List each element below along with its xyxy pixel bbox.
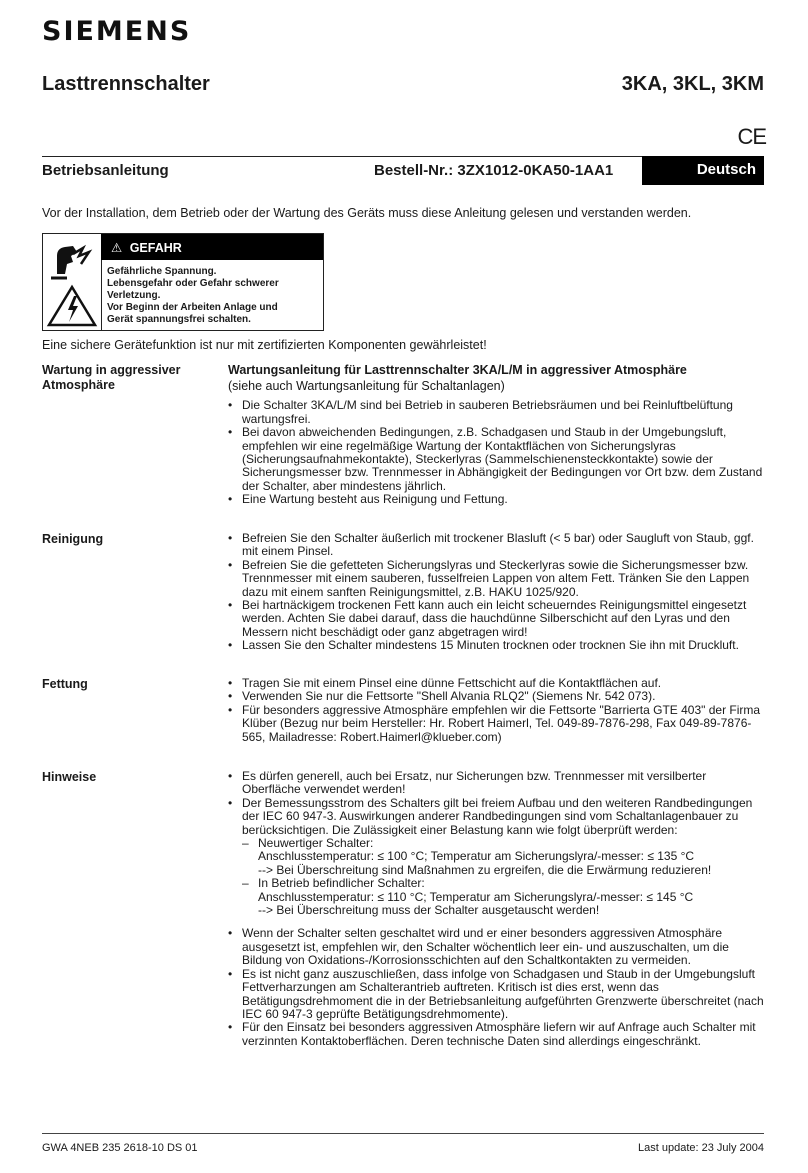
sub-list-item xyxy=(242,877,764,917)
list-item xyxy=(228,797,764,918)
list-item: • Befreien Sie den Schalter äußerlich mit trockener Blasluft (< 5 bar) oder Saugluft von Staub, ggf. mit einem Pinsel. xyxy=(228,532,764,559)
section-content xyxy=(228,677,764,744)
section-label: Fettung xyxy=(42,677,88,691)
model-numbers: 3KA, 3KL, 3KM xyxy=(621,73,764,95)
safety-note: Eine sichere Gerätefunktion ist nur mit zertifizierten Komponenten gewährleistet! xyxy=(42,338,487,352)
danger-box xyxy=(42,233,324,331)
list-item: • Für den Einsatz bei besonders aggressiven Atmosphäre liefern wir auf Anfrage auch Schalter mit verzinnten Kontaktoberflächen. Deren technische Daten sind allerdings eingeschränkt. xyxy=(228,1021,764,1048)
bullet-list xyxy=(228,770,764,917)
danger-heading xyxy=(101,234,323,260)
list-item: • Es ist nicht ganz auszuschließen, dass infolge von Schadgasen und Staub in der Umgebungsluft Fettverharzungen am Schalterantrieb auftreten. Kritisch ist dies erst, wenn das Betätigungsdrehmoment die in der Betriebsanleitung aufgeführten Grenzwerte überschreitet (nach IEC 60 947-3 geprüfte Betätigungsdrehmomente). xyxy=(228,968,764,1022)
list-item: • Bei hartnäckigem trockenen Fett kann auch ein leicht scheuerndes Reinigungsmittel eingesetzt werden. Achten Sie dabei darauf, dass die hauchdünne Silberschicht auf den Lyras und den Messern nicht beschädigt oder ganz abgetragen wird! xyxy=(228,599,764,639)
danger-icons xyxy=(43,234,102,330)
danger-text xyxy=(107,266,317,326)
manual-type: Betriebsanleitung xyxy=(42,162,169,179)
header-bar xyxy=(42,156,764,185)
list-item-text: Der Bemessungsstrom des Schalters gilt bei freiem Aufbau und den weiteren Randbedingungen der IEC 60 947-3. Auswirkungen anderer Randbedingungen sind vom Schaltanlagenbauer zu berücksichtigen. Die Zulässigkeit einer Belastung kann wie folgt überprüft werden: xyxy=(242,795,753,837)
sub-item-line: Anschlusstemperatur: ≤ 100 °C; Temperatur am Sicherungslyra/-messer: ≤ 135 °C xyxy=(258,849,695,864)
warning-icon: ⚠ xyxy=(111,241,123,255)
section-label: Wartung in aggressiver Atmosphäre xyxy=(42,363,181,392)
bullet-list xyxy=(228,532,764,653)
list-item: • Für besonders aggressive Atmosphäre empfehlen wir die Fettsorte "Barrierta GTE 403" der Firma Klüber (Bezug nur beim Hersteller: Hr. Robert Haimerl, Tel. 049-89-7876-298, Fax 049-89-7876-565, Mailadresse: Robert.Haimerl@klueber.com) xyxy=(228,704,764,744)
sub-item-line: --> Bei Überschreitung muss der Schalter ausgetauscht werden! xyxy=(258,903,600,918)
danger-line: Gerät spannungsfrei schalten. xyxy=(107,314,251,325)
language-label: Deutsch xyxy=(642,156,764,185)
danger-line: Lebensgefahr oder Gefahr schwerer xyxy=(107,278,279,289)
danger-line: Verletzung. xyxy=(107,290,161,301)
list-item: • Es dürfen generell, auch bei Ersatz, nur Sicherungen bzw. Trennmesser mit versilberter Oberfläche verwendet werden! xyxy=(228,770,764,797)
footer xyxy=(42,1133,764,1154)
section-content xyxy=(228,363,764,507)
sub-item-line: Anschlusstemperatur: ≤ 110 °C; Temperatur am Sicherungslyra/-messer: ≤ 145 °C xyxy=(258,889,694,904)
section-content xyxy=(228,770,764,1048)
list-item: • Die Schalter 3KA/L/M sind bei Betrieb in sauberen Betriebsräumen und bei Reinluftbelüftung wartungsfrei. xyxy=(228,399,764,426)
siemens-logo: SIEMENS xyxy=(42,16,192,47)
sub-item-line: --> Bei Überschreitung sind Maßnahmen zu ergreifen, die die Erwärmung reduzieren! xyxy=(258,862,712,877)
intro-text: Vor der Installation, dem Betrieb oder der Wartung des Geräts muss diese Anleitung gelesen und verstanden werden. xyxy=(42,206,692,220)
section-subtitle: (siehe auch Wartungsanleitung für Schaltanlagen) xyxy=(228,379,505,393)
bullet-list xyxy=(228,927,764,1048)
bullet-list xyxy=(228,399,764,506)
list-item: • Verwenden Sie nur die Fettsorte "Shell Alvania RLQ2" (Siemens Nr. 542 073). xyxy=(228,690,764,703)
section-title: Wartungsanleitung für Lasttrennschalter 3KA/L/M in aggressiver Atmosphäre xyxy=(228,363,687,377)
list-item: • Befreien Sie die gefetteten Sicherungslyras und Steckerlyras sowie die Sicherungsmesser bzw. Trennmesser mit einem sauberen, fusselfreien Lappen von altem Fett. Tränken Sie den Lappen dazu mit einem sanften Reinigungsmittel, z.B. HAKU 1025/920. xyxy=(228,559,764,599)
sub-item-title: – Neuwertiger Schalter: xyxy=(258,836,374,851)
sub-item-title: – In Betrieb befindlicher Schalter: xyxy=(258,876,425,891)
sub-list-item xyxy=(242,837,764,877)
section-label: Reinigung xyxy=(42,532,104,546)
footer-doc-number: GWA 4NEB 235 2618-10 DS 01 xyxy=(42,1142,198,1154)
bullet-list xyxy=(228,677,764,744)
danger-line: Gefährliche Spannung. xyxy=(107,266,217,277)
list-item: • Lassen Sie den Schalter mindestens 15 Minuten trocknen oder trocknen Sie ihn mit Druckluft. xyxy=(228,639,764,652)
order-number: Bestell-Nr.: 3ZX1012-0KA50-1AA1 xyxy=(374,162,614,179)
list-item: • Tragen Sie mit einem Pinsel eine dünne Fettschicht auf die Kontaktflächen auf. xyxy=(228,677,764,690)
list-item: • Wenn der Schalter selten geschaltet wird und er einer besonders aggressiven Atmosphäre ausgesetzt ist, empfehlen wir, den Schalter wöchentlich leer ein- und auszuschalten, um die Bildung von Oxidations-/Korrosionsschichten auf den Schaltkontakten zu vermeiden. xyxy=(228,927,764,967)
danger-line: Vor Beginn der Arbeiten Anlage und xyxy=(107,302,278,313)
electric-shock-icon xyxy=(43,234,101,330)
danger-heading-label: GEFAHR xyxy=(129,241,182,255)
list-item: • Eine Wartung besteht aus Reinigung und Fettung. xyxy=(228,493,764,506)
section-label: Hinweise xyxy=(42,770,97,784)
sub-list xyxy=(242,837,764,917)
list-item: • Bei davon abweichenden Bedingungen, z.B. Schadgasen und Staub in der Umgebungsluft, empfehlen wir eine regelmäßige Wartung der Kontaktflächen von Sicherungslyras (Sicherungsaufnahmekontakte), Steckerlyras (Sammelschienensteckkontakte) sowie der Sicherungsmesser bzw. Trennmesser in Abhängigkeit der Bedingungen vor Ort bzw. dem Zustand der Schalter, aber mindestens jährlich. xyxy=(228,426,764,493)
footer-last-update: Last update: 23 July 2004 xyxy=(638,1142,764,1154)
document-title: Lasttrennschalter xyxy=(42,73,210,95)
section-content xyxy=(228,532,764,653)
ce-mark: CE xyxy=(737,124,766,149)
